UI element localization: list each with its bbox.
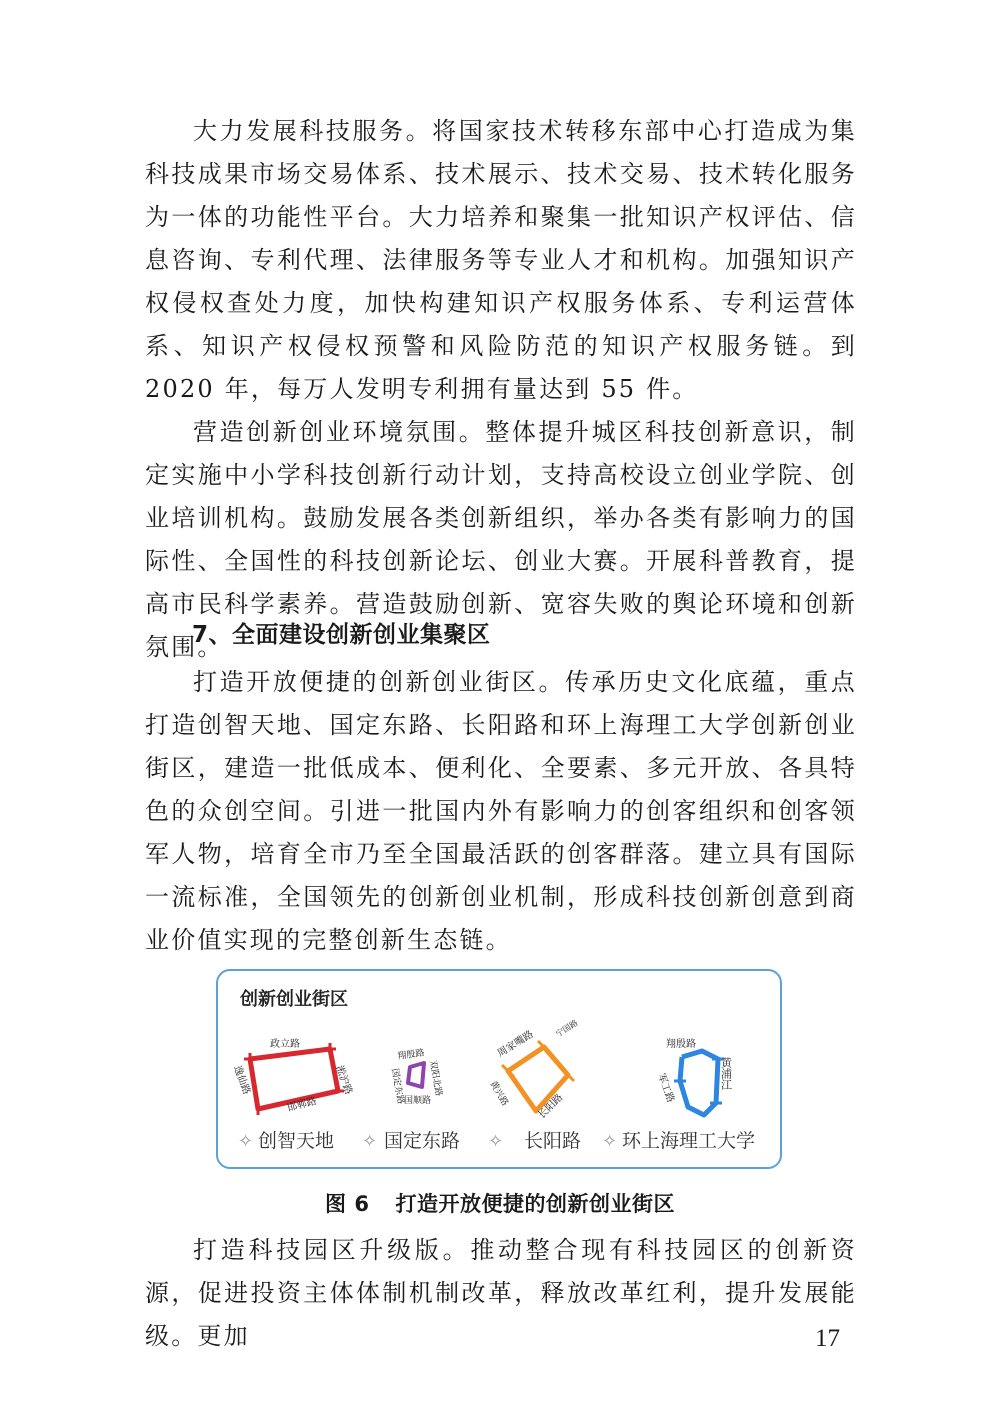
- diagram-name: 创智天地: [258, 1130, 335, 1152]
- road-label: 宁国路: [554, 1018, 580, 1039]
- paragraph-text: 推动整合现有科技园区的创新资源，促进投资主体体制机制改革，释放改革红利，提升发展能级。更加: [145, 1236, 858, 1350]
- road-label: 周家嘴路: [495, 1029, 536, 1060]
- road-label: 军工路: [655, 1072, 676, 1105]
- diagram-name: 环上海理工大学: [622, 1130, 756, 1152]
- road-label: 政立路: [270, 1039, 300, 1050]
- road-label: 黄浦江: [719, 1057, 733, 1090]
- diagram-name: 国定东路: [384, 1130, 461, 1152]
- paragraph-lead: 营造创新创业环境氛围。: [193, 418, 486, 446]
- road-label: 长阳路: [536, 1092, 566, 1122]
- paragraph-innovation-blocks: [145, 661, 857, 962]
- figure-box-title: 创新创业街区: [240, 989, 348, 1010]
- bullet-icon: ✧: [362, 1131, 378, 1152]
- paragraph-tech-parks: [145, 1229, 857, 1358]
- diagram-guodingdonglu: [362, 1046, 460, 1152]
- diagram-changyanglu: [487, 1017, 581, 1152]
- diagram-usst: [602, 1037, 755, 1152]
- bullet-icon: ✧: [602, 1131, 618, 1152]
- road-label: 逸仙路: [231, 1064, 252, 1097]
- road-label: 邯郸路: [286, 1095, 318, 1114]
- paragraph-lead: 打造科技园区升级版。: [193, 1236, 471, 1264]
- paragraph-lead: 打造开放便捷的创新创业街区。: [193, 668, 566, 696]
- figure-caption-number: 图 6: [325, 1192, 370, 1216]
- figure-caption: [0, 1188, 1000, 1218]
- page-number: 17: [815, 1325, 840, 1352]
- paragraph-tech-services: [145, 110, 857, 411]
- paragraph-text: 传承历史文化底蕴，重点打造创智天地、国定东路、长阳路和环上海理工大学创新创业街区，建造一批低成本、便利化、全要素、多元开放、各具特色的众创空间。引进一批国内外有影响力的创客组织和创客领军人物，培育全市乃至全国最活跃的创客群落。建立具有国际一流标准，全国领先的创新创业机制，形成科技创新创意到商业价值实现的完整创新生态链。: [145, 668, 857, 954]
- road-label: 国定东路: [389, 1067, 406, 1105]
- diagram-name: 长阳路: [524, 1130, 582, 1152]
- road-label: 翔殷路: [666, 1039, 696, 1050]
- diagram-chuangzhi: [231, 1037, 355, 1152]
- bullet-icon: ✧: [488, 1131, 504, 1152]
- road-label: 淞沪路: [333, 1064, 354, 1097]
- road-label: 双阳北路: [427, 1059, 444, 1097]
- block-outline: [680, 1051, 718, 1115]
- road-label: 国顺路: [404, 1096, 432, 1106]
- paragraph-lead: 大力发展科技服务。: [193, 117, 433, 145]
- road-label: 黄兴路: [487, 1079, 510, 1108]
- road-label: 翔殷路: [397, 1048, 426, 1062]
- figure-caption-text: 打造开放便捷的创新创业街区: [395, 1192, 675, 1216]
- paragraph-text: 整体提升城区科技创新意识，制定实施中小学科技创新行动计划，支持高校设立创业学院、创业培训机构。鼓励发展各类创新组织，举办各类有影响力的国际性、全国性的科技创新论坛、创业大赛。开展科普教育，提高市民科学素养。营造鼓励创新、宽容失败的舆论环境和创新氛围。: [145, 418, 857, 661]
- figure-innovation-blocks: [216, 969, 782, 1169]
- paragraph-text: 将国家技术转移东部中心打造成为集科技成果市场交易体系、技术展示、技术交易、技术转化服务为一体的功能性平台。大力培养和聚集一批知识产权评估、信息咨询、专利代理、法律服务等专业人才和机构。加强知识产权侵权查处力度，加快构建知识产权服务体系、专利运营体系、知识产权侵权预警和风险防范的知识产权服务链。到 2020 年，每万人发明专利拥有量达到 55 件。: [145, 117, 857, 403]
- block-outline: [250, 1049, 338, 1109]
- section-heading: 7、全面建设创新创业集聚区: [192, 622, 491, 648]
- bullet-icon: ✧: [238, 1131, 254, 1152]
- figure-diagrams: [218, 971, 780, 1167]
- block-outline: [408, 1063, 424, 1087]
